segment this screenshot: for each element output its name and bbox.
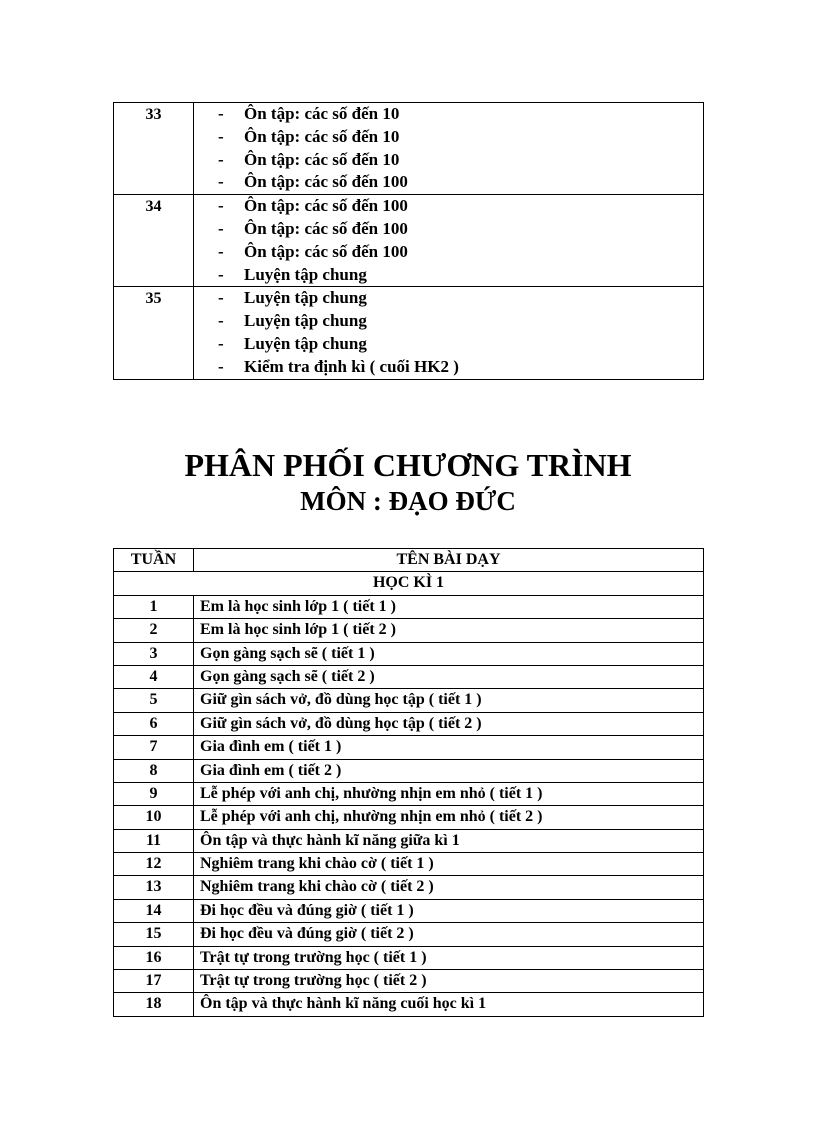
subject-title: MÔN : ĐẠO ĐỨC — [300, 486, 516, 516]
week-number: 13 — [114, 876, 194, 899]
table-row — [114, 806, 704, 829]
week-number: 3 — [114, 642, 194, 665]
list-item: - Ôn tập: các số đến 100 — [218, 241, 408, 261]
lesson-title: Trật tự trong trường học ( tiết 1 ) — [194, 946, 704, 969]
lesson-title: Gọn gàng sạch sẽ ( tiết 1 ) — [194, 642, 704, 665]
list-item: - Ôn tập: các số đến 10 — [218, 126, 400, 146]
table-row — [114, 876, 704, 899]
list-item: - Luyện tập chung — [218, 264, 367, 284]
table-row — [114, 642, 704, 665]
table-row — [114, 923, 704, 946]
lesson-title: Đi học đều và đúng giờ ( tiết 1 ) — [194, 899, 704, 922]
lesson-title: Ôn tập và thực hành kĩ năng cuối học kì 1 — [194, 993, 704, 1016]
lesson-list-cell — [194, 195, 704, 287]
semester-row — [114, 572, 704, 595]
week-number: 4 — [114, 665, 194, 688]
week-number: 16 — [114, 946, 194, 969]
lesson-title: Nghiêm trang khi chào cờ ( tiết 1 ) — [194, 853, 704, 876]
lesson-title: Giữ gìn sách vở, đồ dùng học tập ( tiết 1 ) — [194, 689, 704, 712]
table-header-row — [114, 549, 704, 572]
lesson-title: Lễ phép với anh chị, nhường nhịn em nhỏ ( tiết 1 ) — [194, 782, 704, 805]
table-row — [114, 853, 704, 876]
lesson-title: Đi học đều và đúng giờ ( tiết 2 ) — [194, 923, 704, 946]
table-row — [114, 899, 704, 922]
lesson-title: Ôn tập: các số đến 10 — [244, 104, 400, 123]
lesson-title: Ôn tập: các số đến 10 — [244, 126, 400, 146]
table-row — [114, 195, 704, 287]
week-number: 15 — [114, 923, 194, 946]
lesson-title: Ôn tập: các số đến 10 — [244, 149, 400, 169]
lesson-title: Em là học sinh lớp 1 ( tiết 2 ) — [194, 619, 704, 642]
math-schedule-table — [113, 102, 704, 380]
week-number: 11 — [114, 829, 194, 852]
lesson-title: Ôn tập: các số đến 100 — [244, 196, 408, 216]
week-number: 12 — [114, 853, 194, 876]
lesson-list — [194, 195, 703, 286]
week-number: 7 — [114, 736, 194, 759]
list-item: - Kiểm tra định kì ( cuối HK2 ) — [218, 356, 459, 376]
lesson-title: Nghiêm trang khi chào cờ ( tiết 2 ) — [194, 876, 704, 899]
table-row — [114, 619, 704, 642]
table-row — [114, 103, 704, 195]
lesson-title: Gia đình em ( tiết 2 ) — [194, 759, 704, 782]
list-item: - Ôn tập: các số đến 100 — [218, 218, 408, 238]
lesson-title: Luyện tập chung — [244, 333, 367, 353]
lesson-title: Lễ phép với anh chị, nhường nhịn em nhỏ ( tiết 2 ) — [194, 806, 704, 829]
table-row — [114, 970, 704, 993]
semester-label: HỌC KÌ 1 — [114, 572, 704, 595]
table-row — [114, 287, 704, 379]
week-number: 35 — [114, 287, 194, 379]
page-title: PHÂN PHỐI CHƯƠNG TRÌNH — [184, 447, 632, 483]
list-item: - Ôn tập: các số đến 10 — [218, 104, 400, 123]
table-row — [114, 993, 704, 1016]
lesson-title: Ôn tập: các số đến 100 — [244, 241, 408, 261]
week-number: 9 — [114, 782, 194, 805]
lesson-title: Ôn tập và thực hành kĩ năng giữa kì 1 — [194, 829, 704, 852]
lesson-list-cell — [194, 287, 704, 379]
week-number: 5 — [114, 689, 194, 712]
table-row — [114, 759, 704, 782]
lesson-title: Gia đình em ( tiết 1 ) — [194, 736, 704, 759]
table-row — [114, 712, 704, 735]
lesson-title: Ôn tập: các số đến 100 — [244, 172, 408, 192]
lesson-title: Gọn gàng sạch sẽ ( tiết 2 ) — [194, 665, 704, 688]
table-row — [114, 689, 704, 712]
week-number: 14 — [114, 899, 194, 922]
column-header-week: TUẦN — [114, 549, 194, 572]
lesson-title: Giữ gìn sách vở, đồ dùng học tập ( tiết 2 ) — [194, 712, 704, 735]
table-row — [114, 946, 704, 969]
list-item: - Ôn tập: các số đến 100 — [218, 172, 408, 192]
lesson-list — [194, 103, 703, 194]
week-number: 1 — [114, 595, 194, 618]
list-item: - Luyện tập chung — [218, 288, 367, 308]
table-row — [114, 595, 704, 618]
lesson-title: Luyện tập chung — [244, 288, 367, 308]
column-header-lesson: TÊN BÀI DẠY — [194, 549, 704, 572]
lesson-list — [194, 287, 703, 378]
week-number: 6 — [114, 712, 194, 735]
week-number: 17 — [114, 970, 194, 993]
list-item: - Ôn tập: các số đến 10 — [218, 149, 400, 169]
lesson-title: Em là học sinh lớp 1 ( tiết 1 ) — [194, 595, 704, 618]
table-row — [114, 782, 704, 805]
week-number: 18 — [114, 993, 194, 1016]
table-row — [114, 736, 704, 759]
list-item: - Luyện tập chung — [218, 333, 367, 353]
week-number: 10 — [114, 806, 194, 829]
lesson-title: Luyện tập chung — [244, 311, 367, 331]
list-item: - Luyện tập chung — [218, 311, 367, 331]
ethics-schedule-table — [113, 548, 704, 1017]
week-number: 33 — [114, 103, 194, 195]
week-number: 2 — [114, 619, 194, 642]
lesson-title: Trật tự trong trường học ( tiết 2 ) — [194, 970, 704, 993]
week-number: 8 — [114, 759, 194, 782]
lesson-title: Kiểm tra định kì ( cuối HK2 ) — [244, 356, 459, 376]
lesson-list-cell — [194, 103, 704, 195]
table-row — [114, 829, 704, 852]
table-row — [114, 665, 704, 688]
lesson-title: Luyện tập chung — [244, 264, 367, 284]
week-number: 34 — [114, 195, 194, 287]
list-item: - Ôn tập: các số đến 100 — [218, 196, 408, 216]
lesson-title: Ôn tập: các số đến 100 — [244, 218, 408, 238]
